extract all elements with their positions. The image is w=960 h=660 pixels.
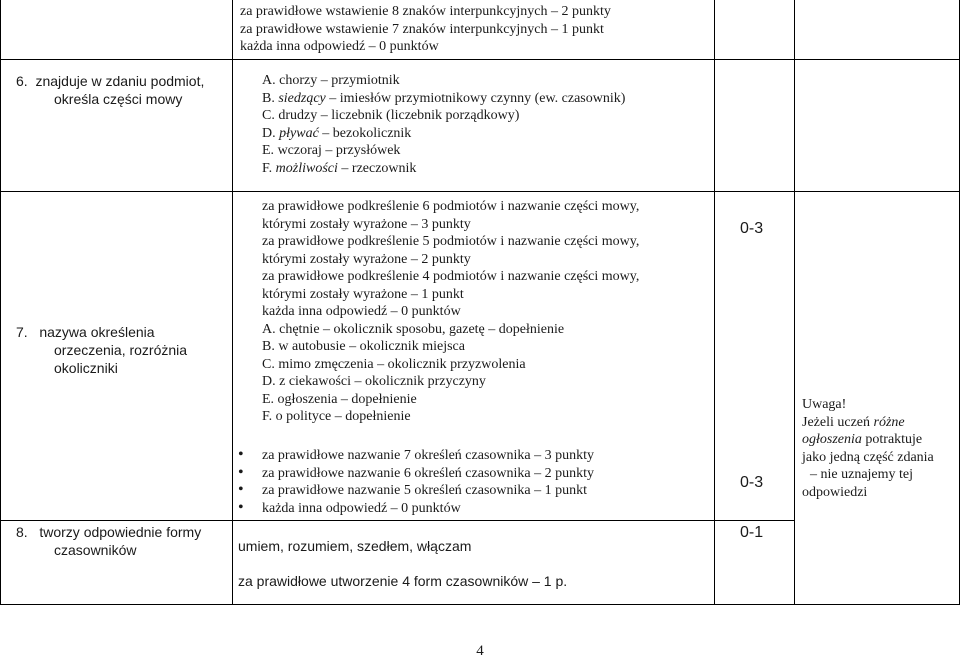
bullet-item: • za prawidłowe nazwanie 5 określeń czasownika – 1 punkt xyxy=(236,482,706,500)
task7-points-b: 0-3 xyxy=(740,474,764,491)
task8-skill xyxy=(16,523,231,559)
criteria-line: każda inna odpowiedź – 0 punktów xyxy=(262,304,461,319)
note-line: odpowiedzi xyxy=(802,484,868,500)
note-line: – nie uznajemy tej xyxy=(810,467,914,482)
table-border-bottom xyxy=(0,604,960,605)
criteria-line: za prawidłowe wstawienie 7 znaków interpunkcyjnych – 1 punkt xyxy=(240,21,604,37)
bullet-item: • za prawidłowe nazwanie 7 określeń czasownika – 3 punkty xyxy=(236,447,706,465)
bullet-item: • za prawidłowe nazwanie 6 określeń czasownika – 2 punkty xyxy=(236,465,706,483)
answer-line: E. ogłoszenia – dopełnienie xyxy=(262,391,417,407)
criteria-line: którymi zostały wyrażone – 2 punkty xyxy=(262,251,471,267)
skill-text: tworzy odpowiednie formy xyxy=(39,524,202,540)
note-line: jako jedną część zdania xyxy=(802,449,934,465)
answer-line: C. drudzy – liczebnik (liczebnik porządkowy) xyxy=(262,108,520,123)
note-title: Uwaga! xyxy=(802,397,847,412)
answer-line: C. mimo zmęczenia – okolicznik przyzwolenia xyxy=(262,356,526,372)
criteria-line: za prawidłowe podkreślenie 5 podmiotów i nazwanie części mowy, xyxy=(262,234,640,249)
row-divider-2 xyxy=(0,191,960,192)
row-divider-1 xyxy=(0,59,960,60)
skill-text: czasowników xyxy=(54,542,137,558)
task-number: 6. xyxy=(16,73,28,89)
table-border-col3 xyxy=(794,0,795,605)
task7-bullets xyxy=(236,447,706,517)
page-number: 4 xyxy=(476,643,484,659)
note-line: ogłoszenia potraktuje xyxy=(802,432,923,447)
task-number: 8. xyxy=(16,524,28,540)
task-number: 7. xyxy=(16,324,28,340)
table-border-col1 xyxy=(232,0,233,605)
skill-text: znajduje w zdaniu podmiot, xyxy=(35,73,205,89)
top-criteria xyxy=(240,3,710,56)
note-line: Jeżeli uczeń różne xyxy=(802,414,905,430)
criteria-line: za prawidłowe podkreślenie 6 podmiotów i nazwanie części mowy, xyxy=(262,199,640,214)
answer-line: B. siedzący – imiesłów przymiotnikowy czynny (ew. czasownik) xyxy=(262,90,626,106)
answer-line: A. chętnie – okolicznik sposobu, gazetę – dopełnienie xyxy=(262,321,565,337)
task8-answer: umiem, rozumiem, szedłem, włączam xyxy=(238,538,472,554)
criteria-line: za prawidłowe wstawienie 8 znaków interpunkcyjnych – 2 punkty xyxy=(240,4,611,19)
answer-line: F. o polityce – dopełnienie xyxy=(262,409,411,424)
answer-line: B. w autobusie – okolicznik miejsca xyxy=(262,339,465,354)
answer-line: D. z ciekawości – okolicznik przyczyny xyxy=(262,374,486,389)
skill-text: okoliczniki xyxy=(54,360,118,376)
answer-line: E. wczoraj – przysłówek xyxy=(262,143,401,158)
task8-points: 0-1 xyxy=(740,524,764,541)
task7-skill xyxy=(16,323,231,377)
row-divider-3 xyxy=(0,520,795,521)
answer-line: F. możliwości – rzeczownik xyxy=(262,160,417,176)
skill-text: orzeczenia, rozróżnia xyxy=(54,342,188,358)
criteria-line: za prawidłowe podkreślenie 4 podmiotów i nazwanie części mowy, xyxy=(262,269,640,284)
table-border-left xyxy=(0,0,1,605)
task7-note xyxy=(802,396,957,501)
skill-text: określa części mowy xyxy=(54,91,183,107)
table-border-col2 xyxy=(714,0,715,605)
criteria-line: którymi zostały wyrażone – 3 punkty xyxy=(262,216,471,232)
task6-answers xyxy=(262,72,712,177)
answer-line: D. pływać – bezokolicznik xyxy=(262,125,412,141)
criteria-line: którymi zostały wyrażone – 1 punkt xyxy=(262,286,464,302)
bullet-item: • każda inna odpowiedź – 0 punktów xyxy=(236,500,706,518)
task8-criterion: za prawidłowe utworzenie 4 form czasowników – 1 p. xyxy=(238,573,568,589)
task7-points-a: 0-3 xyxy=(740,220,764,237)
criteria-line: każda inna odpowiedź – 0 punktów xyxy=(240,39,439,54)
skill-text: nazywa określenia xyxy=(39,324,155,340)
task6-skill xyxy=(16,72,231,108)
task7-criteria xyxy=(262,198,712,426)
answer-line: A. chorzy – przymiotnik xyxy=(262,73,400,88)
